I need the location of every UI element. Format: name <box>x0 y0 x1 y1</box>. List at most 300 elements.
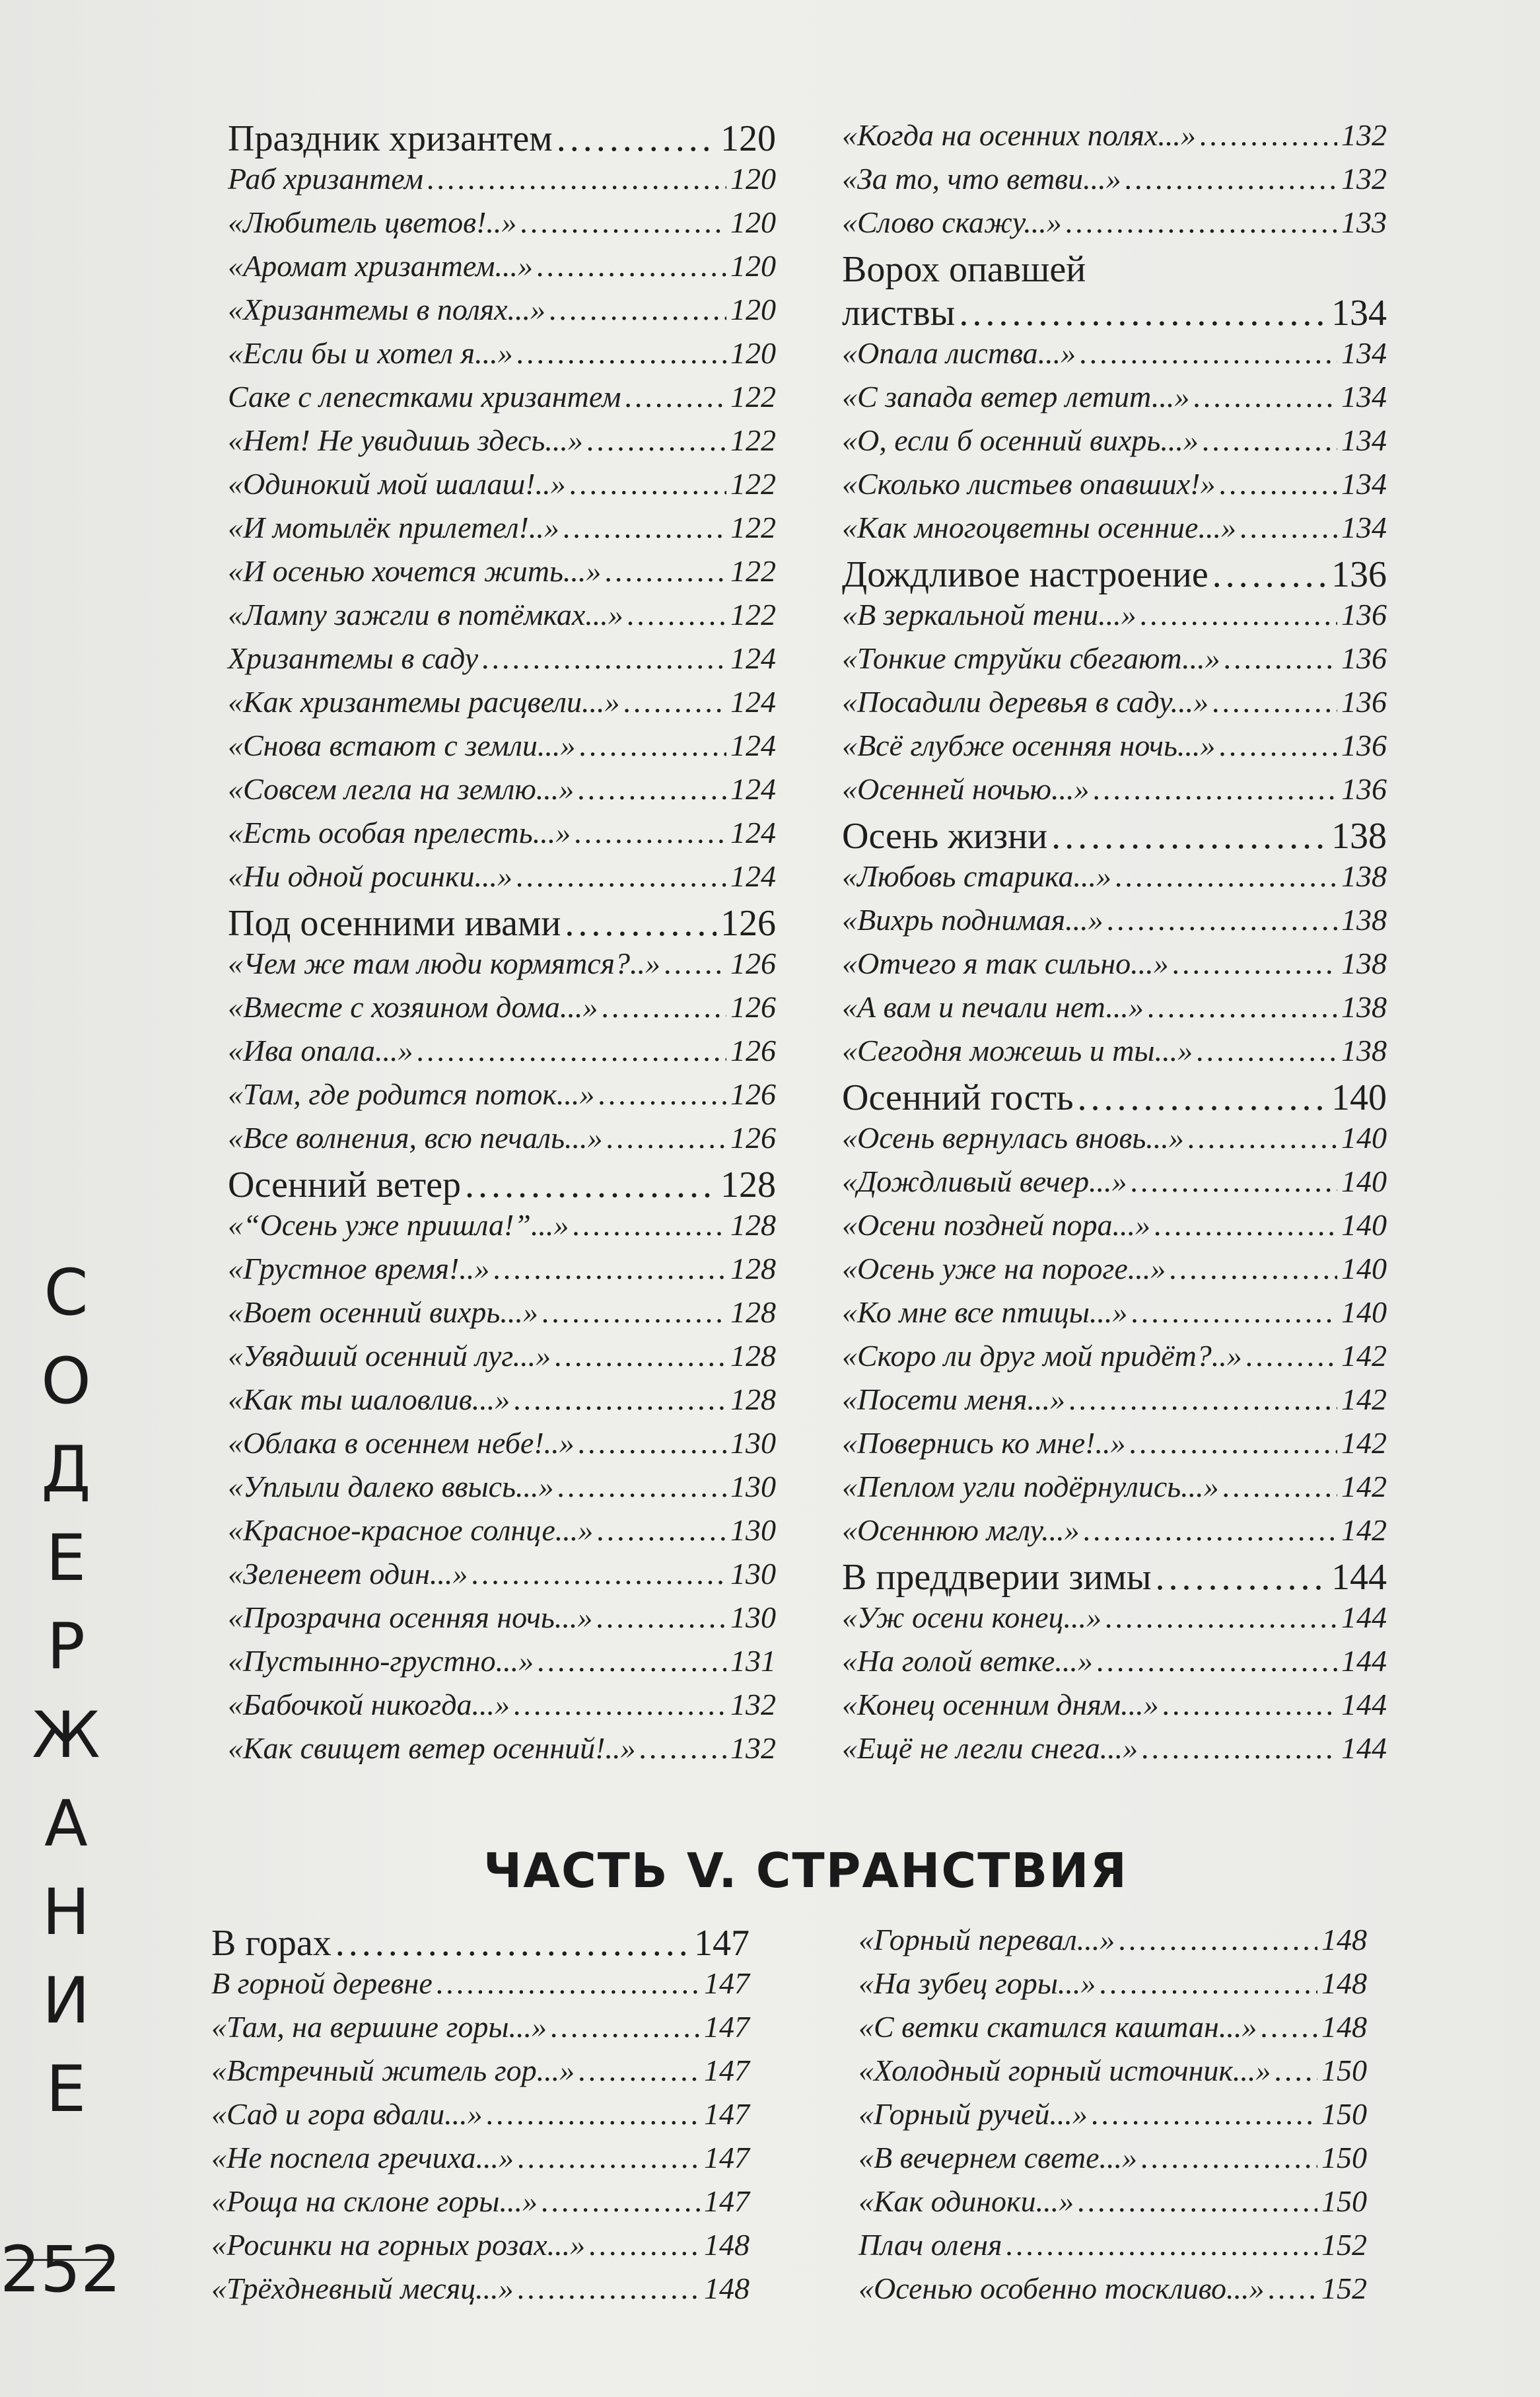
toc-entry[interactable] <box>842 1120 1387 1155</box>
toc-page-number: 124 <box>730 772 776 806</box>
toc-entry-title: «Совсем легла на землю...» <box>228 772 575 806</box>
toc-entry-title: «Ещё не легли снега...» <box>842 1731 1138 1765</box>
toc-page-number: 126 <box>730 1077 776 1111</box>
toc-entry[interactable] <box>228 1120 776 1155</box>
toc-leader-dots <box>664 946 726 981</box>
part-title: ЧАСТЬ V. СТРАНСТВИЯ <box>483 1843 1128 1898</box>
toc-page-number: 131 <box>730 1644 776 1678</box>
toc-entry[interactable] <box>858 1966 1367 2001</box>
toc-leader-dots <box>1097 1643 1337 1678</box>
toc-entry[interactable] <box>211 2227 750 2262</box>
toc-leader-dots <box>427 161 726 196</box>
toc-section-title: листвы <box>842 293 956 334</box>
toc-page-number: 147 <box>694 1923 750 1964</box>
toc-entry[interactable] <box>211 2096 750 2131</box>
toc-page-number: 144 <box>1341 1600 1387 1634</box>
toc-entry-title: «Облака в осеннем небе!..» <box>228 1426 575 1460</box>
toc-leader-dots <box>1142 1731 1337 1766</box>
toc-section-title: Осенний гость <box>842 1077 1074 1118</box>
toc-page-number: 148 <box>1321 2010 1367 2044</box>
toc-entry[interactable] <box>228 336 776 371</box>
toc-leader-dots <box>565 902 717 945</box>
toc-entry[interactable] <box>211 2184 750 2219</box>
toc-entry[interactable] <box>842 597 1387 632</box>
toc-entry[interactable] <box>842 946 1387 981</box>
toc-entry[interactable] <box>858 2184 1367 2219</box>
page-number: 252 <box>0 2233 122 2307</box>
toc-page-number: 132 <box>730 1688 776 1721</box>
toc-leader-dots <box>514 1382 726 1417</box>
toc-entry[interactable] <box>842 466 1387 501</box>
toc-page-number: 128 <box>730 1208 776 1242</box>
toc-leader-dots <box>482 641 726 676</box>
toc-section-title: В горах <box>211 1923 332 1964</box>
toc-page-number: 144 <box>1341 1688 1387 1721</box>
toc-entry[interactable] <box>842 1600 1387 1635</box>
toc-entry[interactable] <box>858 2096 1367 2131</box>
toc-entry[interactable] <box>228 728 776 763</box>
toc-entry-title: «Слово скажу...» <box>842 205 1062 239</box>
toc-page-number: 124 <box>730 685 776 719</box>
toc-page-number: 147 <box>704 2054 750 2087</box>
toc-entry-title: «Посадили деревья в саду...» <box>842 685 1209 719</box>
toc-leader-dots <box>542 1295 726 1330</box>
toc-leader-dots <box>1200 118 1337 153</box>
toc-leader-dots <box>493 1251 726 1286</box>
toc-page-number: 138 <box>1341 947 1387 980</box>
toc-entry-title: «Там, где родится поток...» <box>228 1077 595 1111</box>
toc-leader-dots <box>1069 1382 1337 1417</box>
toc-entry-title: «Осень уже на пороге...» <box>842 1252 1166 1285</box>
toc-entry[interactable] <box>842 161 1387 196</box>
toc-entry[interactable] <box>228 684 776 719</box>
toc-entry[interactable] <box>842 1251 1387 1286</box>
toc-page-number: 134 <box>1341 511 1387 544</box>
toc-page-number: 122 <box>730 380 776 413</box>
toc-entry-title: «О, если б осенний вихрь...» <box>842 423 1199 457</box>
toc-page-number: 122 <box>730 554 776 588</box>
toc-section-title: Дождливое настроение <box>842 554 1208 595</box>
toc-entry[interactable] <box>228 1556 776 1591</box>
toc-page-number: 128 <box>730 1382 776 1416</box>
toc-page-number: 148 <box>1321 1966 1367 2000</box>
side-title-letter: Д <box>41 1433 91 1507</box>
toc-page-number: 136 <box>1341 685 1387 719</box>
toc-page-number: 128 <box>730 1252 776 1285</box>
toc-column-left <box>228 118 776 1782</box>
toc-entry[interactable] <box>858 1922 1367 1957</box>
toc-entry-title: «Осенней ночью...» <box>842 772 1090 806</box>
toc-leader-dots <box>517 336 726 371</box>
toc-section-title: Ворох опавшей <box>842 249 1086 290</box>
toc-leader-dots <box>627 597 726 632</box>
toc-page-number: 140 <box>1341 1295 1387 1329</box>
toc-entry[interactable] <box>842 684 1387 719</box>
toc-entry-title: «Как свищет ветер осенний!..» <box>228 1731 636 1765</box>
toc-leader-dots <box>1197 1033 1337 1068</box>
toc-entry-title: «Бабочкой никогда...» <box>228 1688 510 1721</box>
toc-page-number: 150 <box>1321 2097 1367 2131</box>
toc-leader-dots <box>465 1164 717 1206</box>
toc-leader-dots <box>1115 859 1337 894</box>
toc-entry-title: «Ко мне все птицы...» <box>842 1295 1128 1329</box>
toc-entry[interactable] <box>228 771 776 806</box>
toc-entry[interactable] <box>228 161 776 196</box>
side-title-letter: О <box>41 1344 91 1418</box>
toc-entry[interactable] <box>858 2271 1367 2306</box>
toc-page-number: 130 <box>730 1513 776 1547</box>
toc-section[interactable] <box>842 1077 1387 1119</box>
toc-page-number: 134 <box>1341 380 1387 413</box>
toc-leader-dots <box>1125 161 1337 196</box>
toc-page-number: 147 <box>704 2010 750 2044</box>
toc-entry-title: «Все волнения, всю печаль...» <box>228 1121 603 1155</box>
toc-entry-title: «В вечернем свете...» <box>858 2141 1138 2174</box>
toc-page-number: 138 <box>1331 816 1387 857</box>
toc-column-right <box>842 118 1387 1782</box>
toc-entry[interactable] <box>842 859 1387 894</box>
toc-leader-dots <box>1080 336 1337 371</box>
toc-entry-title: «За то, что ветви...» <box>842 162 1121 196</box>
toc-entry[interactable] <box>842 1513 1387 1548</box>
toc-page-number: 120 <box>730 293 776 326</box>
toc-entry-title: «Опала листва...» <box>842 336 1076 370</box>
toc-page-number: 152 <box>1321 2228 1367 2262</box>
toc-entry[interactable] <box>228 423 776 458</box>
toc-entry-title: «Встречный житель гор...» <box>211 2054 575 2087</box>
toc-leader-dots <box>1006 2227 1317 2262</box>
toc-entry[interactable] <box>228 1425 776 1460</box>
toc-leader-dots <box>472 1556 726 1591</box>
toc-entry-title: «Повернись ко мне!..» <box>842 1426 1126 1460</box>
toc-section[interactable] <box>842 554 1387 596</box>
toc-entry[interactable] <box>842 1469 1387 1504</box>
toc-entry[interactable] <box>211 2140 750 2175</box>
toc-entry-title: «Лампу зажгли в потёмках...» <box>228 598 623 631</box>
toc-entry-title: Раб хризантем <box>228 162 424 196</box>
toc-entry-title: «Уж осени конец...» <box>842 1600 1102 1634</box>
toc-leader-dots <box>579 728 726 763</box>
toc-entry-title: «На зубец горы...» <box>858 1966 1096 2000</box>
toc-entry[interactable] <box>228 292 776 327</box>
toc-entry-title: «Одинокий мой шалаш!..» <box>228 467 566 501</box>
toc-leader-dots <box>557 118 717 160</box>
toc-leader-dots <box>1170 1251 1337 1286</box>
toc-page-number: 147 <box>704 2141 750 2174</box>
toc-entry[interactable] <box>842 902 1387 937</box>
side-title-letter: А <box>44 1787 88 1861</box>
toc-leader-dots <box>437 1966 700 2001</box>
toc-page-number: 120 <box>730 162 776 196</box>
toc-entry[interactable] <box>842 641 1387 676</box>
toc-page-number: 134 <box>1341 467 1387 501</box>
toc-page-number: 144 <box>1331 1557 1387 1598</box>
toc-entry-title: «Сегодня можешь и ты...» <box>842 1034 1193 1067</box>
toc-entry[interactable] <box>228 815 776 850</box>
toc-leader-dots <box>563 510 726 545</box>
toc-entry[interactable] <box>228 1687 776 1722</box>
toc-page-number: 132 <box>1341 162 1387 196</box>
toc-entry[interactable] <box>842 1207 1387 1242</box>
toc-entry[interactable] <box>842 1164 1387 1199</box>
toc-entry[interactable] <box>228 1338 776 1373</box>
toc-leader-dots <box>1107 902 1337 937</box>
toc-entry[interactable] <box>228 1251 776 1286</box>
toc-entry[interactable] <box>228 859 776 894</box>
toc-entry[interactable] <box>842 1425 1387 1460</box>
toc-entry[interactable] <box>228 641 776 676</box>
toc-page-number: 147 <box>704 1966 750 2000</box>
toc-leader-dots <box>578 1425 726 1460</box>
toc-entry-title: «С запада ветер летит...» <box>842 380 1190 413</box>
toc-entry[interactable] <box>842 1338 1387 1373</box>
toc-entry[interactable] <box>228 554 776 589</box>
toc-page-number: 128 <box>730 1339 776 1373</box>
toc-leader-dots <box>1220 466 1338 501</box>
toc-entry-title: «Как хризантемы расцвели...» <box>228 685 620 719</box>
toc-leader-dots <box>607 1120 727 1155</box>
toc-section[interactable] <box>842 1556 1387 1598</box>
toc-entry[interactable] <box>858 2227 1367 2262</box>
toc-leader-dots <box>597 1513 726 1548</box>
toc-leader-dots <box>1140 597 1337 632</box>
toc-leader-dots <box>1093 771 1337 806</box>
toc-leader-dots <box>1155 1556 1327 1598</box>
toc-leader-dots <box>1100 1966 1317 2001</box>
toc-leader-dots <box>578 2053 700 2088</box>
side-title-letter: И <box>42 1964 90 2038</box>
toc-page-number: 150 <box>1321 2141 1367 2174</box>
toc-page-number: 133 <box>1341 205 1387 239</box>
toc-page-number: 138 <box>1341 903 1387 937</box>
toc-entry-title: «Пустынно-грустно...» <box>228 1644 534 1678</box>
toc-leader-dots <box>596 1600 726 1635</box>
toc-entry-title: «Увядший осенний луг...» <box>228 1339 551 1373</box>
toc-entry[interactable] <box>211 1966 750 2001</box>
toc-leader-dots <box>551 2009 700 2044</box>
toc-entry[interactable] <box>228 510 776 545</box>
toc-leader-dots <box>520 205 726 240</box>
toc-page-number: 134 <box>1341 423 1387 457</box>
toc-entry-title: «Горный ручей...» <box>858 2097 1088 2131</box>
toc-entry-title: «Скоро ли друг мой придёт?..» <box>842 1339 1242 1373</box>
toc-entry[interactable] <box>228 1600 776 1635</box>
toc-leader-dots <box>1078 2184 1317 2219</box>
toc-entry[interactable] <box>858 2009 1367 2044</box>
toc-entry-title: «Как многоцветны осенние...» <box>842 511 1236 544</box>
toc-section[interactable] <box>211 1922 750 1964</box>
toc-section-title: Осень жизни <box>842 816 1048 857</box>
toc-section[interactable] <box>842 292 1387 334</box>
toc-page-number: 126 <box>730 1034 776 1067</box>
toc-entry-title: «Ива опала...» <box>228 1034 413 1067</box>
toc-page-number: 126 <box>720 903 776 944</box>
toc-entry[interactable] <box>842 728 1387 763</box>
toc-entry-title: «Аромат хризантем...» <box>228 249 533 283</box>
toc-entry[interactable] <box>842 336 1387 371</box>
toc-section[interactable] <box>228 902 776 945</box>
toc-entry-title: «Ни одной росинки...» <box>228 859 512 893</box>
toc-entry-title: «Посети меня...» <box>842 1382 1066 1416</box>
toc-entry[interactable] <box>211 2271 750 2306</box>
toc-section[interactable] <box>228 118 776 160</box>
toc-entry-title: «Красное-красное солнце...» <box>228 1513 594 1547</box>
toc-leader-dots <box>602 989 726 1024</box>
toc-entry[interactable] <box>842 771 1387 806</box>
toc-leader-dots <box>959 292 1327 334</box>
toc-page-number: 122 <box>730 423 776 457</box>
toc-entry-title: «Если бы и хотел я...» <box>228 336 513 370</box>
toc-entry-title: «Трёхдневный месяц...» <box>211 2272 514 2305</box>
toc-entry-title: «Горный перевал...» <box>858 1923 1115 1956</box>
toc-entry[interactable] <box>228 205 776 240</box>
toc-page-number: 142 <box>1341 1426 1387 1460</box>
toc-entry-title: «Снова встают с земли...» <box>228 729 576 762</box>
toc-entry-title: «“Осень уже пришла!”...» <box>228 1208 569 1242</box>
toc-page-number: 148 <box>704 2272 750 2305</box>
toc-entry[interactable] <box>842 379 1387 414</box>
toc-entry[interactable] <box>228 1382 776 1417</box>
toc-page-number: 124 <box>730 641 776 675</box>
toc-page-number: 136 <box>1341 641 1387 675</box>
toc-page-number: 132 <box>730 1731 776 1765</box>
toc-leader-dots <box>1129 1425 1337 1460</box>
toc-page-number: 122 <box>730 511 776 544</box>
toc-entry[interactable] <box>228 1731 776 1766</box>
toc-entry[interactable] <box>228 989 776 1024</box>
toc-entry[interactable] <box>842 118 1387 153</box>
toc-entry[interactable] <box>211 2053 750 2088</box>
toc-page-number: 130 <box>730 1600 776 1634</box>
toc-page-number: 126 <box>730 947 776 980</box>
toc-entry[interactable] <box>842 1033 1387 1068</box>
toc-entry[interactable] <box>842 423 1387 458</box>
toc-entry-title: Саке с лепестками хризантем <box>228 380 621 413</box>
toc-leader-dots <box>1261 2009 1317 2044</box>
toc-leader-dots <box>1212 684 1337 719</box>
toc-entry-title: «Холодный горный источник...» <box>858 2054 1271 2087</box>
toc-leader-dots <box>1051 815 1327 857</box>
toc-entry-title: «Грустное время!..» <box>228 1252 490 1285</box>
toc-page-number: 138 <box>1341 859 1387 893</box>
toc-page-number: 130 <box>730 1557 776 1591</box>
toc-page-number: 140 <box>1331 1077 1387 1118</box>
toc-entry-title: «Осень вернулась вновь...» <box>842 1121 1184 1155</box>
toc-entry-title: «Осени поздней пора...» <box>842 1208 1151 1242</box>
toc-page-number: 130 <box>730 1426 776 1460</box>
toc-leader-dots <box>514 1687 726 1722</box>
toc-page-number: 120 <box>720 118 776 159</box>
toc-entry[interactable] <box>211 2009 750 2044</box>
toc-entry[interactable] <box>228 1469 776 1504</box>
toc-leader-dots <box>1219 728 1337 763</box>
toc-page-number: 126 <box>730 1121 776 1155</box>
toc-leader-dots <box>625 379 726 414</box>
toc-page-number: 136 <box>1341 598 1387 631</box>
toc-entry[interactable] <box>842 510 1387 545</box>
toc-entry-title: «Не поспела гречиха...» <box>211 2141 514 2174</box>
toc-entry-title: «Тонкие струйки сбегают...» <box>842 641 1220 675</box>
toc-page-number: 152 <box>1321 2272 1367 2305</box>
toc-entry[interactable] <box>228 1033 776 1068</box>
toc-entry[interactable] <box>228 379 776 414</box>
toc-entry-title: «Когда на осенних полях...» <box>842 118 1196 152</box>
toc-entry[interactable] <box>842 205 1387 240</box>
toc-page-number: 132 <box>1341 118 1387 152</box>
toc-leader-dots <box>538 1643 726 1678</box>
toc-entry[interactable] <box>228 597 776 632</box>
toc-entry-title: В горной деревне <box>211 1966 433 2000</box>
toc-entry-title: «Хризантемы в полях...» <box>228 293 546 326</box>
toc-entry[interactable] <box>228 946 776 981</box>
toc-entry[interactable] <box>858 2140 1367 2175</box>
toc-entry-title: «Пеплом угли подёрнулись...» <box>842 1470 1219 1503</box>
toc-entry[interactable] <box>842 1731 1387 1766</box>
toc-section[interactable] <box>842 815 1387 857</box>
toc-entry[interactable] <box>228 1207 776 1242</box>
toc-page-number: 136 <box>1331 554 1387 595</box>
toc-entry[interactable] <box>842 1382 1387 1417</box>
toc-entry-title: «Дождливый вечер...» <box>842 1164 1127 1198</box>
toc-entry-title: «На голой ветке...» <box>842 1644 1093 1678</box>
toc-entry[interactable] <box>842 1643 1387 1678</box>
toc-entry-title: «А вам и печали нет...» <box>842 990 1144 1024</box>
toc-entry[interactable] <box>228 1643 776 1678</box>
toc-entry-title: «Конец осенним дням...» <box>842 1688 1159 1721</box>
toc-leader-dots <box>598 1077 726 1112</box>
toc-entry[interactable] <box>228 1513 776 1548</box>
toc-leader-dots <box>1163 1687 1337 1722</box>
toc-page-number: 150 <box>1321 2184 1367 2218</box>
toc-entry-title: «Есть особая прелесть...» <box>228 816 571 849</box>
toc-entry-title: «В зеркальной тени...» <box>842 598 1137 631</box>
toc-section[interactable] <box>228 1164 776 1206</box>
side-title-letter: Н <box>42 1875 90 1949</box>
toc-entry[interactable] <box>842 1687 1387 1722</box>
toc-entry[interactable] <box>228 248 776 283</box>
toc-entry[interactable] <box>842 1295 1387 1330</box>
toc-leader-dots <box>605 554 726 589</box>
toc-leader-dots <box>558 1469 726 1504</box>
toc-entry[interactable] <box>858 2053 1367 2088</box>
toc-leader-dots <box>1212 554 1327 596</box>
side-title-letter: Р <box>47 1610 85 1684</box>
toc-entry[interactable] <box>228 1295 776 1330</box>
toc-leader-dots <box>516 859 726 894</box>
toc-page-number: 147 <box>704 2097 750 2131</box>
toc-entry-title: «Как одиноки...» <box>858 2184 1074 2218</box>
toc-leader-dots <box>487 2096 700 2131</box>
toc-entry-title: «И осенью хочется жить...» <box>228 554 602 588</box>
toc-entry[interactable] <box>842 989 1387 1024</box>
toc-entry[interactable] <box>228 1077 776 1112</box>
toc-entry-title: «Как ты шаловлив...» <box>228 1382 510 1416</box>
toc-entry-title: «Отчего я так сильно...» <box>842 947 1169 980</box>
toc-page-number: 142 <box>1341 1339 1387 1373</box>
toc-page-number: 136 <box>1341 772 1387 806</box>
toc-page-number: 124 <box>730 729 776 762</box>
toc-entry[interactable] <box>228 466 776 501</box>
toc-leader-dots <box>537 248 726 283</box>
toc-entry-title: Плач оленя <box>858 2228 1002 2262</box>
toc-page-number: 128 <box>730 1295 776 1329</box>
toc-leader-dots <box>1223 1469 1337 1504</box>
toc-page-number: 124 <box>730 859 776 893</box>
side-title-letter: С <box>44 1256 88 1330</box>
toc-leader-dots <box>549 292 726 327</box>
toc-entry-title: Хризантемы в саду <box>228 641 479 675</box>
toc-entry-title: «Роща на склоне горы...» <box>211 2184 538 2218</box>
